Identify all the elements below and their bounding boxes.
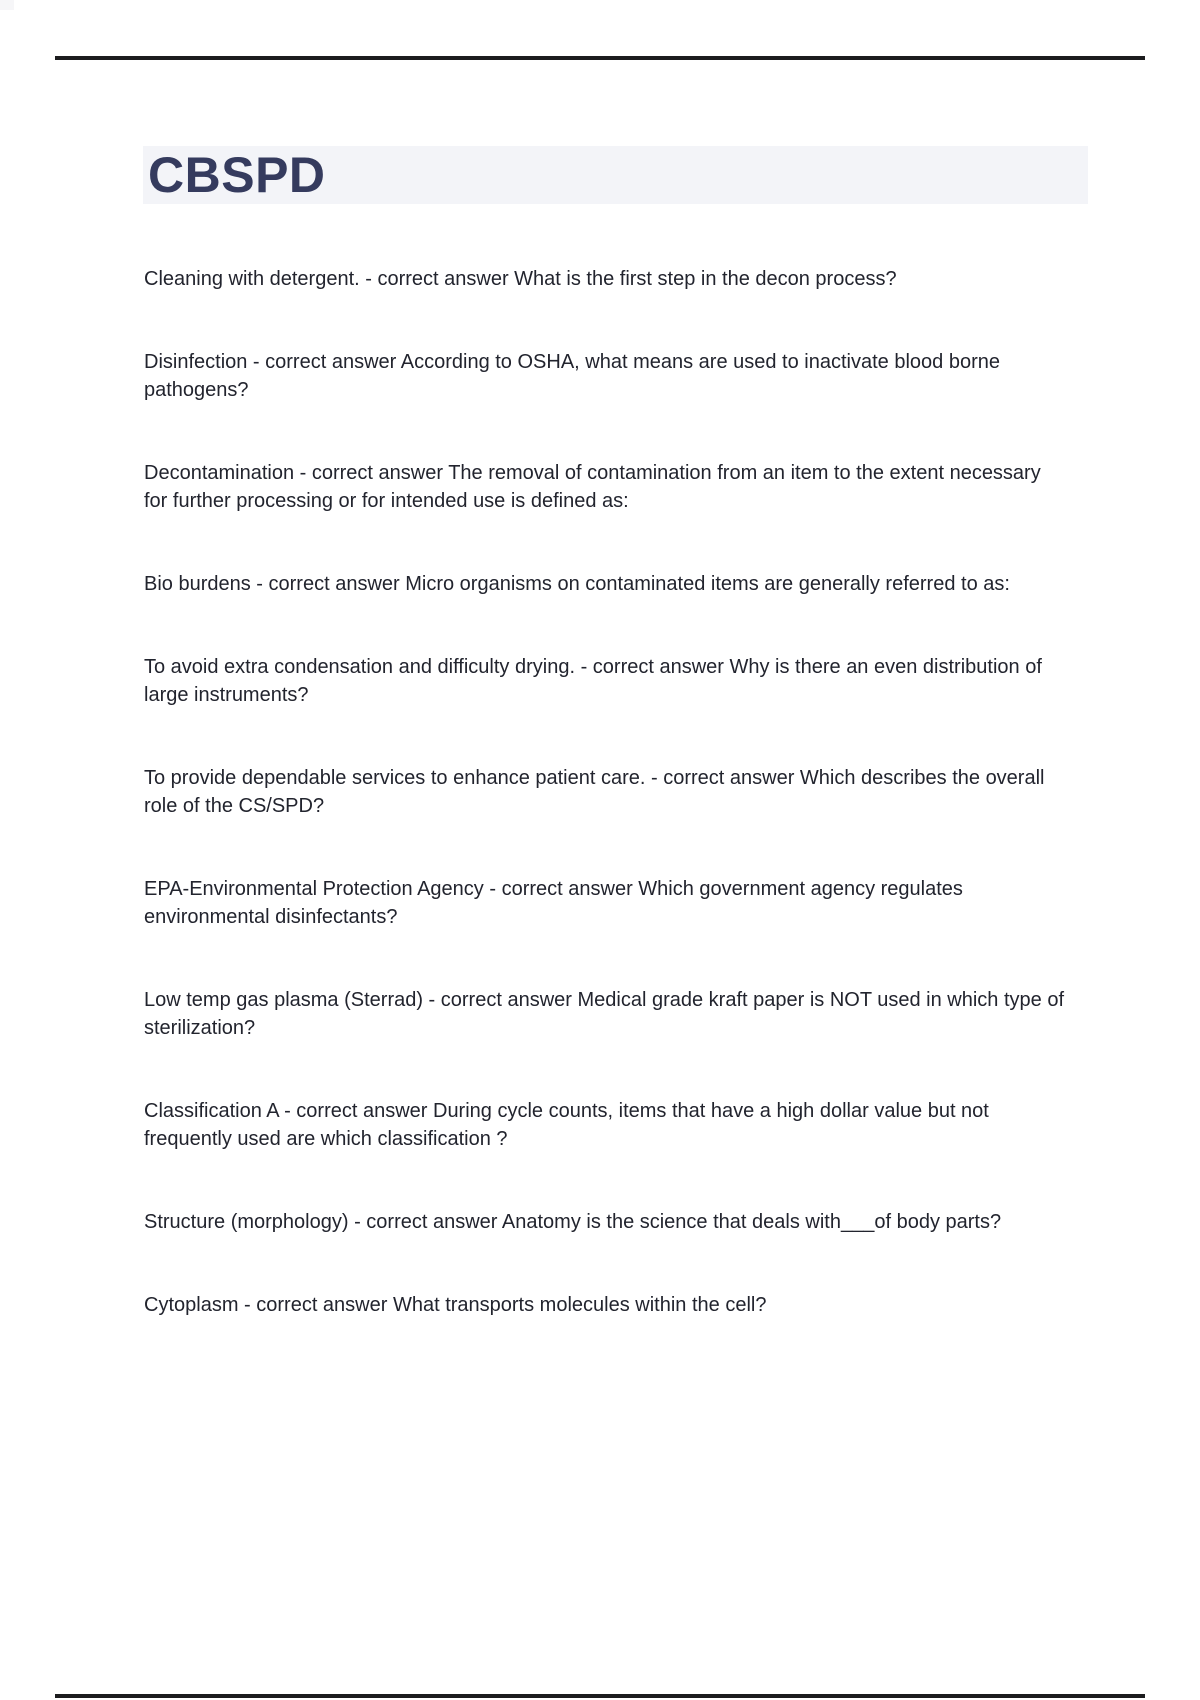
qa-paragraph: Disinfection - correct answer According to OSHA, what means are used to inactivate blood borne pathogens?: [144, 351, 1000, 401]
qa-paragraph: Low temp gas plasma (Sterrad) - correct answer Medical grade kraft paper is NOT used in which type of sterilization?: [144, 989, 1065, 1039]
qa-paragraph: To provide dependable services to enhance patient care. - correct answer Which describes the overall role of the CS/SPD?: [144, 767, 1045, 817]
qa-content: [144, 265, 1066, 1374]
title-block: [143, 146, 1088, 204]
qa-paragraph: To avoid extra condensation and difficulty drying. - correct answer Why is there an even distribution of large instruments?: [144, 656, 1042, 706]
qa-paragraph: EPA-Environmental Protection Agency - correct answer Which government agency regulates environmental disinfectants?: [144, 878, 963, 928]
qa-paragraph: Structure (morphology) - correct answer Anatomy is the science that deals with___of body parts?: [144, 1211, 1002, 1233]
qa-paragraph: Bio burdens - correct answer Micro organisms on contaminated items are generally referred to as:: [144, 573, 1010, 595]
qa-paragraph: Cytoplasm - correct answer What transports molecules within the cell?: [144, 1294, 767, 1316]
qa-paragraph: Decontamination - correct answer The removal of contamination from an item to the extent necessary for further processing or for intended use is defined as:: [144, 462, 1041, 512]
corner-artifact: [0, 0, 14, 10]
qa-paragraph: Cleaning with detergent. - correct answer What is the first step in the decon process?: [144, 268, 897, 290]
top-rule: [55, 56, 1145, 60]
bottom-rule: [55, 1694, 1145, 1698]
qa-paragraph: Classification A - correct answer During cycle counts, items that have a high dollar value but not frequently used are which classification ?: [144, 1100, 989, 1150]
document-title: CBSPD: [148, 147, 326, 203]
